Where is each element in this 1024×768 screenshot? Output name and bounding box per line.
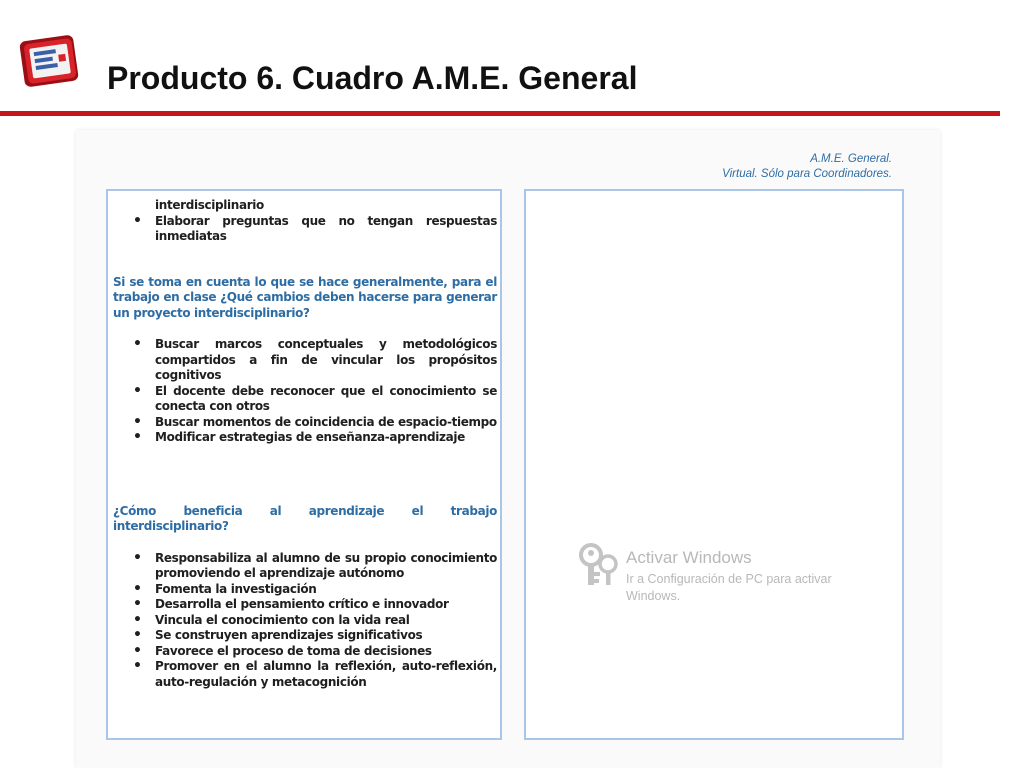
list-item: • Promover en el alumno la reflexión, auto-reflexión, auto-regulación y metacognición (155, 659, 497, 690)
list-item: • Desarrolla el pensamiento crítico e innovador (155, 597, 497, 613)
title-divider (0, 111, 1000, 116)
answers-2-list (113, 551, 497, 691)
right-panel (524, 189, 904, 740)
intro-continuation: interdisciplinario (155, 198, 264, 212)
document-header (722, 152, 892, 182)
list-item: • Se construyen aprendizajes significativos (155, 628, 497, 644)
list-item: • Buscar marcos conceptuales y metodológicos compartidos a fin de vincular los propósitos cognitivos (155, 337, 497, 384)
list-item: • Responsabiliza al alumno de su propio conocimiento promoviendo el aprendizaje autónomo (155, 551, 497, 582)
list-item: • El docente debe reconocer que el conocimiento se conecta con otros (155, 384, 497, 415)
list-item: • Fomenta la investigación (155, 582, 497, 598)
left-panel (106, 189, 502, 740)
list-item: • Favorece el proceso de toma de decisiones (155, 644, 497, 660)
left-panel-content (113, 198, 497, 690)
document-screenshot (76, 130, 940, 768)
header-line-1: A.M.E. General. (810, 153, 892, 165)
question-1: Si se toma en cuenta lo que se hace generalmente, para el trabajo en clase ¿Qué cambios deben hacerse para generar un proyecto interdisciplinario? (113, 274, 497, 320)
slide-title: Producto 6. Cuadro A.M.E. General (107, 60, 638, 96)
intro-list (113, 214, 497, 245)
key-icon (578, 542, 622, 588)
presentation-logo-icon (18, 32, 82, 92)
question-2: ¿Cómo beneficia al aprendizaje el trabajo interdisciplinario? (113, 503, 497, 533)
list-item: • Buscar momentos de coincidencia de espacio-tiempo (155, 415, 497, 431)
watermark-title: Activar Windows (626, 548, 752, 567)
answers-1-list (113, 337, 497, 446)
list-item: • Modificar estrategias de enseñanza-aprendizaje (155, 430, 497, 446)
watermark-subtitle: Ir a Configuración de PC para activar Windows. (626, 572, 832, 603)
list-item: • Elaborar preguntas que no tengan respuestas inmediatas (155, 214, 497, 245)
header-line-2: Virtual. Sólo para Coordinadores. (722, 168, 892, 180)
list-item: • Vincula el conocimiento con la vida real (155, 613, 497, 629)
